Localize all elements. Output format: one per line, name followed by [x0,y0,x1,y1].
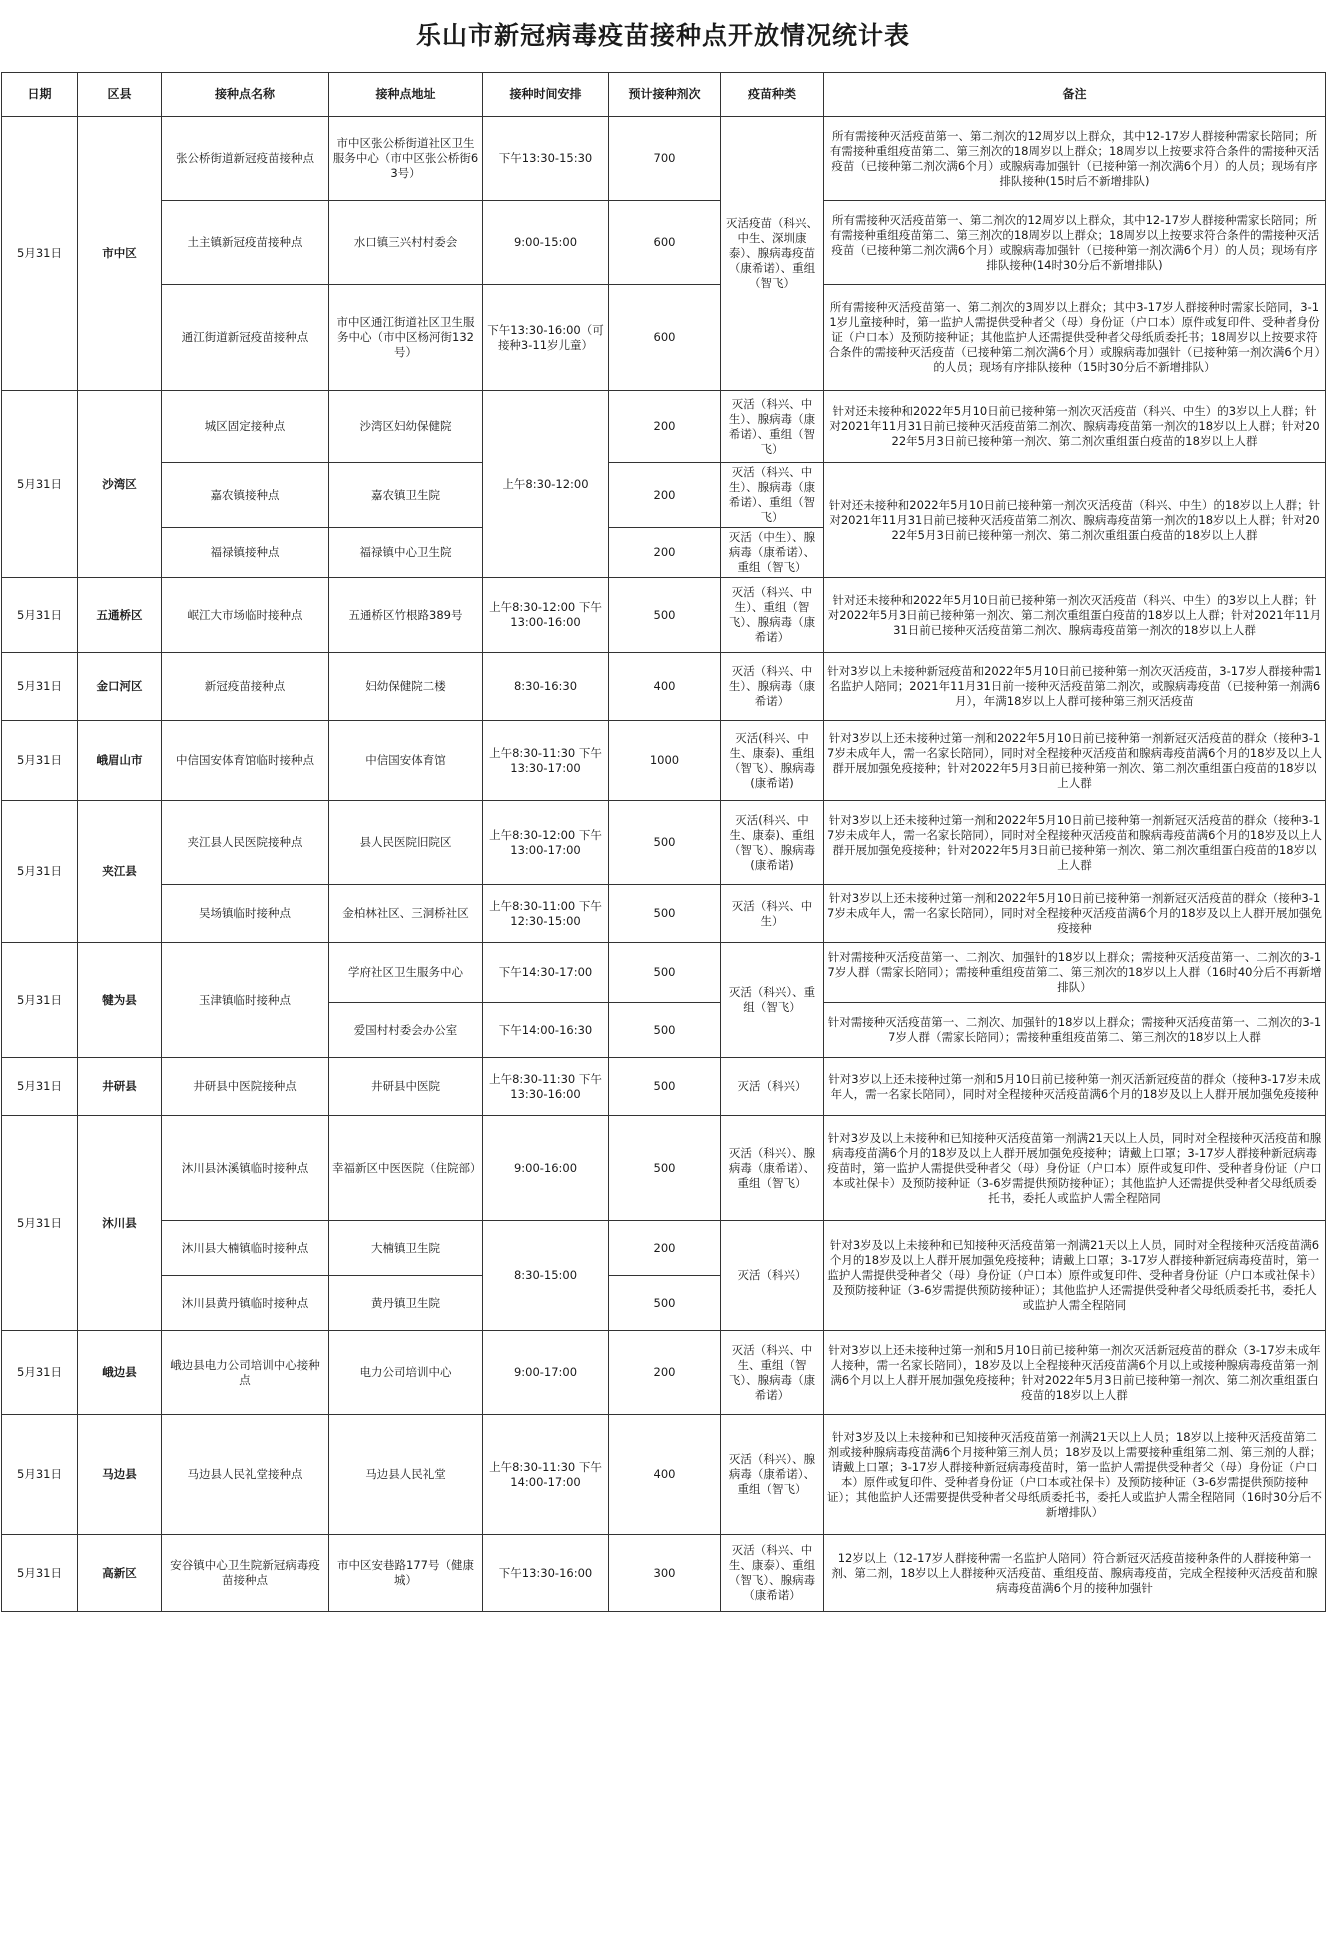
header-schedule: 接种时间安排 [483,73,609,117]
table-row [2,391,1326,463]
dose-count-cell: 500 [609,943,721,1003]
dose-count-cell: 200 [609,463,721,528]
dose-count-cell: 500 [609,1276,721,1331]
schedule-cell: 下午13:30-16:00（可接种3-11岁儿童） [483,285,609,391]
schedule-cell: 上午8:30-11:30 下午14:00-17:00 [483,1415,609,1535]
dose-count-cell: 200 [609,1331,721,1415]
district-cell: 金口河区 [78,653,162,721]
schedule-cell: 上午8:30-12:00 下午13:00-17:00 [483,801,609,885]
schedule-cell: 下午13:30-15:30 [483,117,609,201]
table-row [2,721,1326,801]
district-cell: 井研县 [78,1058,162,1116]
notes-cell: 针对3岁以上还未接种过第一剂和5月10日前已接种第一剂次灭活新冠疫苗的群众（3-17岁未成年人接种，需一名家长陪同），18岁及以上全程接种灭活疫苗满6个月以上或接种腺病毒疫苗第一剂满6个月以上人群开展加强免疫接种；针对2022年5月3日前已接种第一剂次、第二剂次重组蛋白疫苗的18岁以上人群 [824,1331,1326,1415]
table-row [2,201,1326,285]
date-cell: 5月31日 [2,578,78,653]
schedule-cell: 上午8:30-11:30 下午13:30-17:00 [483,721,609,801]
table-row [2,463,1326,528]
site-name-cell: 新冠疫苗接种点 [162,653,329,721]
header-notes: 备注 [824,73,1326,117]
date-cell: 5月31日 [2,391,78,578]
notes-cell: 针对3岁及以上未接种和已知接种灭活疫苗第一剂满21天以上人员，同时对全程接种灭活疫苗和腺病毒疫苗满6个月的18岁及以上人群开展加强免疫接种；请戴上口罩；3-17岁人群接种新冠病毒疫苗时，第一监护人需提供受种者父（母）身份证（户口本）原件或复印件、受种者身份证（户口本或社保卡）及预防接种证（3-6岁需提供预防接种证）；其他监护人还需提供受种者父母纸质委托书，委托人或监护人需全程陪同 [824,1116,1326,1221]
header-site-address: 接种点地址 [329,73,483,117]
notes-cell: 针对3岁及以上未接种和已知接种灭活疫苗第一剂满21天以上人员，同时对全程接种灭活疫苗满6个月的18岁及以上人群开展加强免疫接种；请戴上口罩；3-17岁人群接种新冠病毒疫苗时，第一监护人需提供受种者父（母）身份证（户口本）原件或复印件、受种者身份证（户口本或社保卡）及预防接种证（3-6岁需提供预防接种证）；其他监护人还需提供受种者父母纸质委托书，委托人或监护人需全程陪同 [824,1221,1326,1331]
district-cell: 峨眉山市 [78,721,162,801]
district-cell: 夹江县 [78,801,162,943]
notes-cell: 针对还未接种和2022年5月10日前已接种第一剂次灭活疫苗（科兴、中生）的18岁以上人群；针对2021年11月31日前已接种灭活疫苗第二剂次、腺病毒疫苗第一剂次的18岁以上人群；针对2022年5月3日前已接种第一剂次、第二剂次重组蛋白疫苗的18岁以上人群 [824,463,1326,578]
table-row [2,943,1326,1003]
district-cell: 马边县 [78,1415,162,1535]
dose-count-cell: 200 [609,528,721,578]
schedule-cell: 上午8:30-12:00 下午13:00-16:00 [483,578,609,653]
site-address-cell: 沙湾区妇幼保健院 [329,391,483,463]
date-cell: 5月31日 [2,943,78,1058]
dose-count-cell: 400 [609,653,721,721]
site-address-cell: 水口镇三兴村村委会 [329,201,483,285]
table-row [2,1058,1326,1116]
site-name-cell: 井研县中医院接种点 [162,1058,329,1116]
date-cell: 5月31日 [2,653,78,721]
date-cell: 5月31日 [2,721,78,801]
notes-cell: 针对3岁以上还未接种过第一剂和2022年5月10日前已接种第一剂新冠灭活疫苗的群众（接种3-17岁未成年人，需一名家长陪同），同时对全程接种灭活疫苗满6个月的18岁及以上人群开展加强免疫接种 [824,885,1326,943]
site-address-cell: 幸福新区中医医院（住院部） [329,1116,483,1221]
table-row [2,1535,1326,1612]
schedule-cell: 下午13:30-16:00 [483,1535,609,1612]
site-name-cell: 沐川县沐溪镇临时接种点 [162,1116,329,1221]
vaccination-sites-table [1,72,1326,1612]
vaccine-type-cell: 灭活(科兴、中生、康泰)、重组（智飞）、腺病毒(康希诺) [721,801,824,885]
header-vaccine-type: 疫苗种类 [721,73,824,117]
vaccine-type-cell: 灭活(科兴、中生、康泰)、重组（智飞）、腺病毒(康希诺) [721,721,824,801]
notes-cell: 针对还未接种和2022年5月10日前已接种第一剂次灭活疫苗（科兴、中生）的3岁以上人群；针对2021年11月31日前已接种灭活疫苗第二剂次、腺病毒疫苗第一剂次的18岁以上人群；针对2022年5月3日前已接种第一剂次、第二剂次重组蛋白疫苗的18岁以上人群 [824,391,1326,463]
date-cell: 5月31日 [2,1415,78,1535]
header-district: 区县 [78,73,162,117]
notes-cell: 针对需接种灭活疫苗第一、二剂次、加强针的18岁以上群众；需接种灭活疫苗第一、二剂次的3-17岁人群（需家长陪同）；需接种重组疫苗第二、第三剂次的18岁以上人群（16时40分后不再新增排队） [824,943,1326,1003]
site-address-cell: 黄丹镇卫生院 [329,1276,483,1331]
table-row [2,1221,1326,1276]
dose-count-cell: 500 [609,1003,721,1058]
header-date: 日期 [2,73,78,117]
site-name-cell: 马边县人民礼堂接种点 [162,1415,329,1535]
date-cell: 5月31日 [2,117,78,391]
site-address-cell: 马边县人民礼堂 [329,1415,483,1535]
header-row [2,73,1326,117]
dose-count-cell: 300 [609,1535,721,1612]
dose-count-cell: 700 [609,117,721,201]
site-address-cell: 电力公司培训中心 [329,1331,483,1415]
dose-count-cell: 500 [609,1116,721,1221]
dose-count-cell: 500 [609,885,721,943]
site-name-cell: 峨边县电力公司培训中心接种点 [162,1331,329,1415]
notes-cell: 针对3岁以上还未接种过第一剂和5月10日前已接种第一剂灭活新冠疫苗的群众（接种3-17岁未成年人，需一名家长陪同），同时对全程接种灭活疫苗满6个月的18岁及以上人群开展加强免疫接种 [824,1058,1326,1116]
notes-cell: 所有需接种灭活疫苗第一、第二剂次的3周岁以上群众；其中3-17岁人群接种时需家长陪同，3-11岁儿童接种时，第一监护人需提供受种者父（母）身份证（户口本）原件或复印件、受种者身份证（户口本）及预防接种证；其他监护人还需提供受种者父母纸质委托书；18周岁以上按要求符合条件的需接种灭活疫苗（已接种第二剂次满6个月）或腺病毒加强针（已接种第一剂次满6个月）的人员；现场有序排队接种（15时30分后不新增排队） [824,285,1326,391]
notes-cell: 12岁以上（12-17岁人群接种需一名监护人陪同）符合新冠灭活疫苗接种条件的人群接种第一剂、第二剂，18岁以上人群接种灭活疫苗、重组疫苗、腺病毒疫苗，完成全程接种灭活疫苗和腺病毒疫苗满6个月的接种加强针 [824,1535,1326,1612]
site-address-cell: 井研县中医院 [329,1058,483,1116]
site-name-cell: 岷江大市场临时接种点 [162,578,329,653]
vaccine-type-cell: 灭活（科兴） [721,1058,824,1116]
header-site-name: 接种点名称 [162,73,329,117]
header-dose-count: 预计接种剂次 [609,73,721,117]
vaccine-type-cell: 灭活（科兴） [721,1221,824,1331]
notes-cell: 所有需接种灭活疫苗第一、第二剂次的12周岁以上群众，其中12-17岁人群接种需家长陪同；所有需接种重组疫苗第二、第三剂次的18周岁以上群众；18周岁以上按要求符合条件的需接种灭活疫苗（已接种第二剂次满6个月）或腺病毒加强针（已接种第一剂次满6个月）的人员；现场有序排队接种(14时30分后不新增排队) [824,201,1326,285]
site-name-cell: 城区固定接种点 [162,391,329,463]
notes-cell: 针对3岁以上还未接种过第一剂和2022年5月10日前已接种第一剂新冠灭活疫苗的群众（接种3-17岁未成年人，需一名家长陪同），同时对全程接种灭活疫苗和腺病毒疫苗满6个月的18岁及以上人群开展加强免疫接种；针对2022年5月3日前已接种第一剂次、第二剂次重组蛋白疫苗的18岁以上人群 [824,721,1326,801]
site-name-cell: 张公桥街道新冠疫苗接种点 [162,117,329,201]
dose-count-cell: 600 [609,285,721,391]
site-name-cell: 吴场镇临时接种点 [162,885,329,943]
site-name-cell: 中信国安体育馆临时接种点 [162,721,329,801]
site-address-cell: 市中区张公桥街道社区卫生服务中心（市中区张公桥街63号） [329,117,483,201]
date-cell: 5月31日 [2,1535,78,1612]
site-name-cell: 玉津镇临时接种点 [162,943,329,1058]
site-address-cell: 福禄镇中心卫生院 [329,528,483,578]
district-cell: 沐川县 [78,1116,162,1331]
schedule-cell: 9:00-16:00 [483,1116,609,1221]
dose-count-cell: 1000 [609,721,721,801]
schedule-cell: 8:30-16:30 [483,653,609,721]
site-name-cell: 沐川县黄丹镇临时接种点 [162,1276,329,1331]
vaccine-type-cell: 灭活（科兴、中生、重组（智飞）、腺病毒（康希诺） [721,1331,824,1415]
vaccine-type-cell: 灭活（科兴、中生）、腺病毒（康希诺）、重组（智飞） [721,391,824,463]
vaccine-type-cell: 灭活（科兴）、腺病毒（康希诺）、重组（智飞） [721,1116,824,1221]
notes-cell: 针对3岁以上还未接种过第一剂和2022年5月10日前已接种第一剂新冠灭活疫苗的群众（接种3-17岁未成年人，需一名家长陪同），同时对全程接种灭活疫苗和腺病毒疫苗满6个月的18岁及以上人群开展加强免疫接种；针对2022年5月3日前已接种第一剂次、第二剂次重组蛋白疫苗的18岁以上人群 [824,801,1326,885]
dose-count-cell: 500 [609,578,721,653]
vaccine-type-cell: 灭活（科兴）、重组（智飞） [721,943,824,1058]
notes-cell: 针对3岁以上未接种新冠疫苗和2022年5月10日前已接种第一剂次灭活疫苗，3-17岁人群接种需1名监护人陪同；2021年11月31日前一接种灭活疫苗第二剂次，或腺病毒疫苗（已接种第一剂满6月），年满18岁以上人群可接种第三剂灭活疫苗 [824,653,1326,721]
table-row [2,578,1326,653]
dose-count-cell: 500 [609,1058,721,1116]
table-row [2,1116,1326,1221]
site-name-cell: 夹江县人民医院接种点 [162,801,329,885]
dose-count-cell: 200 [609,391,721,463]
dose-count-cell: 400 [609,1415,721,1535]
table-row [2,653,1326,721]
site-address-cell: 中信国安体育馆 [329,721,483,801]
vaccine-type-cell: 灭活（科兴、中生） [721,885,824,943]
date-cell: 5月31日 [2,1058,78,1116]
table-row [2,117,1326,201]
site-address-cell: 学府社区卫生服务中心 [329,943,483,1003]
table-row [2,885,1326,943]
notes-cell: 所有需接种灭活疫苗第一、第二剂次的12周岁以上群众，其中12-17岁人群接种需家长陪同；所有需接种重组疫苗第二、第三剂次的18周岁以上群众；18周岁以上按要求符合条件的需接种灭活疫苗（已接种第二剂次满6个月）或腺病毒加强针（已接种第一剂次满6个月）的人员；现场有序排队接种(15时后不新增排队) [824,117,1326,201]
table-row [2,1331,1326,1415]
district-cell: 五通桥区 [78,578,162,653]
schedule-cell: 9:00-17:00 [483,1331,609,1415]
district-cell: 沙湾区 [78,391,162,578]
schedule-cell: 上午8:30-12:00 [483,391,609,578]
site-address-cell: 市中区通江街道社区卫生服务中心（市中区杨河街132号） [329,285,483,391]
site-address-cell: 五通桥区竹根路389号 [329,578,483,653]
vaccine-type-cell: 灭活（科兴、中生）、腺病毒（康希诺） [721,653,824,721]
schedule-cell: 上午8:30-11:00 下午12:30-15:00 [483,885,609,943]
schedule-cell: 上午8:30-11:30 下午13:30-16:00 [483,1058,609,1116]
site-name-cell: 土主镇新冠疫苗接种点 [162,201,329,285]
date-cell: 5月31日 [2,1116,78,1331]
site-name-cell: 福禄镇接种点 [162,528,329,578]
table-row [2,801,1326,885]
site-name-cell: 通江街道新冠疫苗接种点 [162,285,329,391]
notes-cell: 针对3岁及以上未接种和已知接种灭活疫苗第一剂满21天以上人员；18岁以上接种灭活疫苗第二剂或接种腺病毒疫苗满6个月接种第三剂人员；18岁及以上需要接种重组第二剂、第三剂的人群；请戴上口罩；3-17岁人群接种新冠病毒疫苗时，第一监护人需提供受种者父（母）身份证（户口本）原件或复印件、受种者身份证（户口本或社保卡）及预防接种证（3-6岁需提供预防接种证）；其他监护人还需要提供受种者父母纸质委托书，委托人或监护人需全程陪同（16时30分后不新增排队） [824,1415,1326,1535]
vaccine-type-cell: 灭活（科兴、中生）、重组（智飞）、腺病毒（康希诺） [721,578,824,653]
site-name-cell: 沐川县大楠镇临时接种点 [162,1221,329,1276]
notes-cell: 针对需接种灭活疫苗第一、二剂次、加强针的18岁以上群众；需接种灭活疫苗第一、二剂次的3-17岁人群（需家长陪同）；需接种重组疫苗第二、第三剂次的18岁以上人群 [824,1003,1326,1058]
schedule-cell: 下午14:30-17:00 [483,943,609,1003]
site-address-cell: 县人民医院旧院区 [329,801,483,885]
schedule-cell: 9:00-15:00 [483,201,609,285]
notes-cell: 针对还未接种和2022年5月10日前已接种第一剂次灭活疫苗（科兴、中生）的3岁以上人群；针对2022年5月3日前已接种第一剂次、第二剂次重组蛋白疫苗的18岁以上人群；针对2021年11月31日前已接种灭活疫苗第二剂次、腺病毒疫苗第一剂次的18岁以上人群 [824,578,1326,653]
vaccine-type-cell: 灭活（科兴、中生）、腺病毒（康希诺）、重组（智飞） [721,463,824,528]
site-name-cell: 安谷镇中心卫生院新冠病毒疫苗接种点 [162,1535,329,1612]
dose-count-cell: 500 [609,801,721,885]
site-address-cell: 妇幼保健院二楼 [329,653,483,721]
date-cell: 5月31日 [2,801,78,943]
site-address-cell: 市中区安巷路177号（健康城） [329,1535,483,1612]
page-title: 乐山市新冠病毒疫苗接种点开放情况统计表 [415,21,910,50]
vaccine-type-cell: 灭活（科兴）、腺病毒（康希诺）、重组（智飞） [721,1415,824,1535]
district-cell: 高新区 [78,1535,162,1612]
vaccine-type-cell: 灭活（科兴、中生、康泰）、重组（智飞）、腺病毒（康希诺） [721,1535,824,1612]
schedule-cell: 8:30-15:00 [483,1221,609,1331]
table-row [2,1415,1326,1535]
site-address-cell: 金柏林社区、三洞桥社区 [329,885,483,943]
district-cell: 市中区 [78,117,162,391]
vaccine-type-cell: 灭活疫苗（科兴、中生、深圳康泰）、腺病毒疫苗（康希诺）、重组（智飞） [721,117,824,391]
table-row [2,285,1326,391]
site-address-cell: 爱国村村委会办公室 [329,1003,483,1058]
schedule-cell: 下午14:00-16:30 [483,1003,609,1058]
site-address-cell: 大楠镇卫生院 [329,1221,483,1276]
dose-count-cell: 600 [609,201,721,285]
district-cell: 犍为县 [78,943,162,1058]
site-name-cell: 嘉农镇接种点 [162,463,329,528]
table-body [2,117,1326,1612]
dose-count-cell: 200 [609,1221,721,1276]
district-cell: 峨边县 [78,1331,162,1415]
vaccine-type-cell: 灭活（中生）、腺病毒（康希诺）、重组（智飞） [721,528,824,578]
site-address-cell: 嘉农镇卫生院 [329,463,483,528]
date-cell: 5月31日 [2,1331,78,1415]
